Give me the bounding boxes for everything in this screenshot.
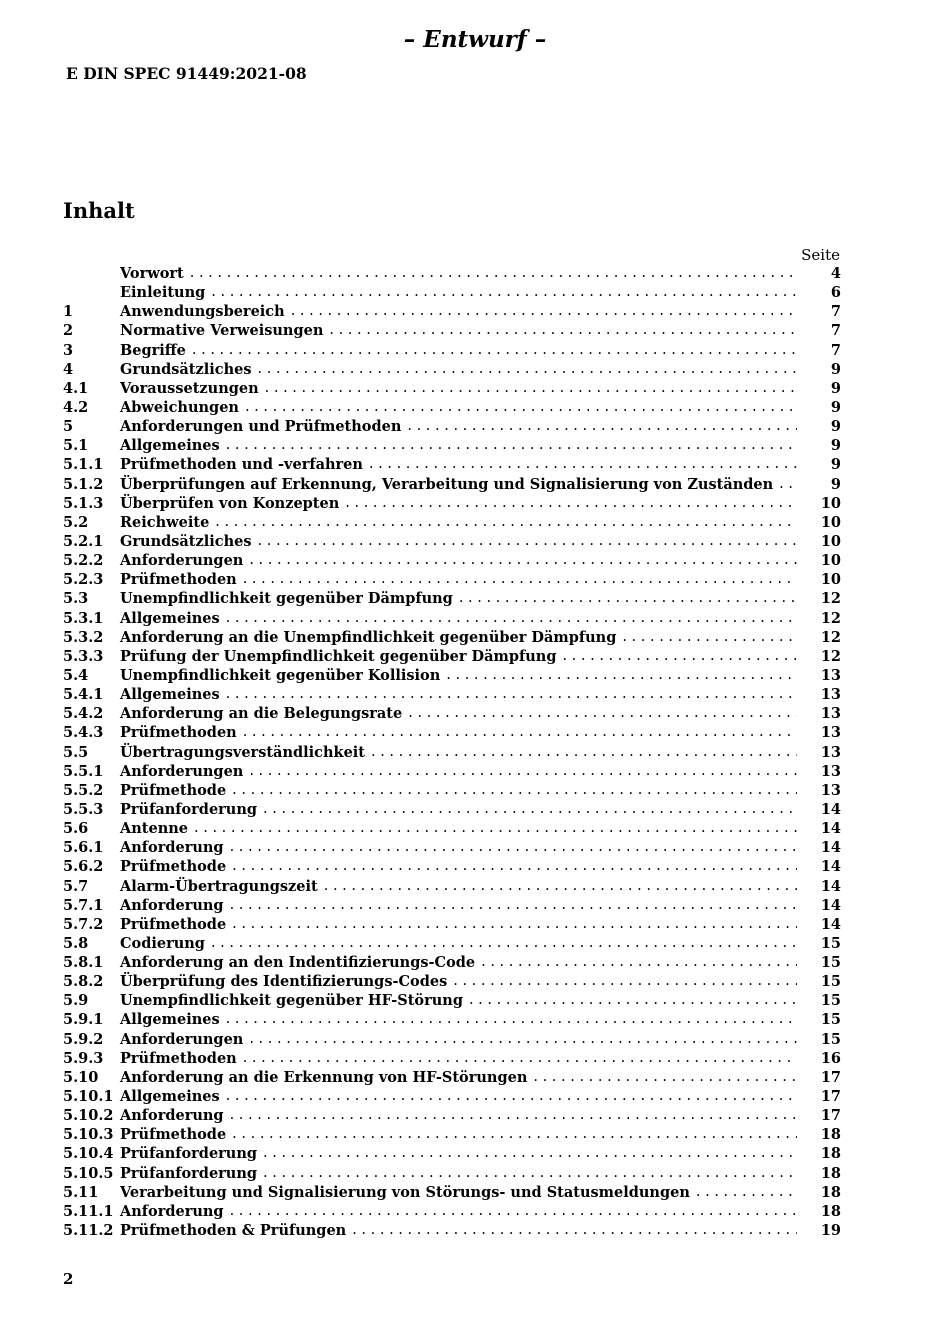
toc-entry[interactable]: [63, 1106, 841, 1125]
toc-leader-dots: [249, 1030, 797, 1049]
toc-entry[interactable]: [63, 417, 841, 436]
toc-leader-dots: [232, 781, 797, 800]
toc-leader-dots: [291, 302, 797, 321]
toc-entry-number: 5.5.3: [63, 800, 104, 818]
toc-entry-title[interactable]: Grundsätzliches: [120, 532, 252, 550]
toc-entry-number: 5.5.1: [63, 762, 104, 780]
toc-entry-title[interactable]: Anforderungen: [120, 552, 244, 570]
toc-entry-page[interactable]: 7: [830, 303, 841, 321]
toc-entry-title[interactable]: Prüfmethoden: [120, 1049, 237, 1067]
toc-entry-page[interactable]: 15: [820, 1030, 841, 1048]
toc-entry[interactable]: [63, 436, 841, 455]
toc-entry[interactable]: [63, 475, 841, 494]
toc-entry-title[interactable]: Prüfanforderung: [120, 1164, 258, 1182]
toc-entry[interactable]: [63, 1183, 841, 1202]
toc-entry-title[interactable]: Prüfmethoden und -verfahren: [120, 456, 363, 474]
toc-leader-dots: [324, 877, 797, 896]
toc-entry-page[interactable]: 18: [820, 1183, 841, 1201]
toc-entry-page[interactable]: 9: [830, 456, 841, 474]
toc-entry-number: 5.1.3: [63, 494, 104, 512]
toc-entry-number: 5.9.3: [63, 1049, 104, 1067]
toc-entry[interactable]: [63, 321, 841, 340]
toc-leader-dots: [211, 934, 797, 953]
toc-entry-title[interactable]: Überprüfung des Identifizierungs-Codes: [120, 973, 448, 991]
toc-entry-title[interactable]: Anforderung: [120, 839, 224, 857]
toc-entry-number: 5.4: [63, 666, 89, 684]
toc-entry-page[interactable]: 7: [830, 341, 841, 359]
toc-entry-number: 5.10.2: [63, 1107, 114, 1125]
toc-leader-dots: [226, 436, 797, 455]
toc-entry[interactable]: [63, 704, 841, 723]
toc-entry-page[interactable]: 17: [820, 1068, 841, 1086]
toc-entry[interactable]: [63, 953, 841, 972]
toc-leader-dots: [779, 475, 797, 494]
toc-entry-number: 4.1: [63, 379, 89, 397]
toc-entry-number: 5.5: [63, 743, 89, 761]
toc-entry-number: 5.7.2: [63, 915, 104, 933]
toc-entry-page[interactable]: 16: [820, 1049, 841, 1067]
toc-entry-number: 5.10: [63, 1068, 99, 1086]
toc-entry-page[interactable]: 17: [820, 1088, 841, 1106]
toc-entry-title[interactable]: Voraussetzungen: [120, 379, 259, 397]
toc-entry-page[interactable]: 13: [820, 705, 841, 723]
toc-heading: Inhalt: [63, 198, 135, 223]
toc-leader-dots: [446, 666, 797, 685]
toc-entry[interactable]: [63, 743, 841, 762]
toc-entry-number: 5.1.1: [63, 456, 104, 474]
toc-entry[interactable]: [63, 685, 841, 704]
toc-entry-title[interactable]: Anforderungen und Prüfmethoden: [120, 418, 402, 436]
toc-entry-title[interactable]: Prüfmethoden: [120, 724, 237, 742]
toc-entry-page[interactable]: 18: [820, 1202, 841, 1220]
toc-leader-dots: [232, 857, 797, 876]
toc-entry-number: 5.11.2: [63, 1222, 114, 1240]
toc-entry[interactable]: [63, 1144, 841, 1163]
toc-leader-dots: [230, 1202, 797, 1221]
toc-entry-title[interactable]: Überprüfungen auf Erkennung, Verarbeitung und Signalisierung von Zuständen: [120, 475, 774, 493]
toc-entry-title[interactable]: Grundsätzliches: [120, 360, 252, 378]
toc-entry[interactable]: [63, 455, 841, 474]
toc-entry-number: 5.2.2: [63, 552, 104, 570]
toc-entry-number: 5.8.2: [63, 973, 104, 991]
toc-entry-number: 5.4.1: [63, 686, 104, 704]
toc-entry[interactable]: [63, 532, 841, 551]
toc-entry-page[interactable]: 13: [820, 724, 841, 742]
toc-entry-number: 5.3.3: [63, 647, 104, 665]
toc-leader-dots: [192, 341, 797, 360]
toc-entry[interactable]: [63, 513, 841, 532]
toc-leader-dots: [249, 762, 797, 781]
toc-entry-title[interactable]: Einleitung: [120, 284, 206, 302]
toc-leader-dots: [352, 1221, 797, 1240]
toc-entry-page[interactable]: 9: [830, 379, 841, 397]
toc-leader-dots: [232, 1125, 797, 1144]
toc-entry[interactable]: [63, 1087, 841, 1106]
toc-entry-number: 5.9.1: [63, 1011, 104, 1029]
toc-leader-dots: [226, 685, 797, 704]
toc-entry[interactable]: [63, 264, 841, 283]
toc-entry-title[interactable]: Vorwort: [120, 265, 184, 282]
toc-entry-page[interactable]: 10: [820, 494, 841, 512]
toc-leader-dots: [459, 589, 797, 608]
toc-leader-dots: [263, 800, 797, 819]
toc-entry[interactable]: [63, 1221, 841, 1240]
toc-leader-dots: [345, 494, 797, 513]
toc-entry-number: 5.11.1: [63, 1202, 114, 1220]
document-id: E DIN SPEC 91449:2021-08: [66, 64, 307, 83]
toc-entry-number: 2: [63, 322, 74, 340]
toc-entry[interactable]: [63, 589, 841, 608]
toc-entry-number: 5.2: [63, 513, 89, 531]
toc-leader-dots: [258, 532, 797, 551]
toc-leader-dots: [230, 1106, 797, 1125]
toc-entry[interactable]: [63, 857, 841, 876]
toc-entry-title[interactable]: Anforderung: [120, 896, 224, 914]
toc-entry-number: 5.1: [63, 437, 89, 455]
toc-leader-dots: [230, 838, 797, 857]
toc-entry-number: 4.2: [63, 398, 89, 416]
toc-entry[interactable]: [63, 551, 841, 570]
toc-entry-title[interactable]: Prüfmethode: [120, 1126, 227, 1144]
toc-entry-title[interactable]: Unempfindlichkeit gegenüber Dämpfung: [120, 590, 453, 608]
toc-entry-number: 5.5.2: [63, 781, 104, 799]
toc-entry-page[interactable]: 15: [820, 1011, 841, 1029]
toc-entry-title[interactable]: Prüfanforderung: [120, 1145, 258, 1163]
toc-entry-title[interactable]: Alarm-Übertragungszeit: [120, 877, 318, 895]
toc-leader-dots: [407, 417, 797, 436]
toc-entry-number: 5.2.3: [63, 571, 104, 589]
toc-entry-title[interactable]: Allgemeines: [120, 686, 220, 704]
toc-entry-number: [63, 283, 120, 302]
toc-entry-title[interactable]: Prüfung der Unempfindlichkeit gegenüber Dämpfung: [120, 647, 557, 665]
toc-entry-title[interactable]: Anforderung: [120, 1202, 224, 1220]
toc-entry-number: 5.11: [63, 1183, 99, 1201]
toc-entry-title[interactable]: Verarbeitung und Signalisierung von Störungs- und Statusmeldungen: [120, 1183, 690, 1201]
toc-entry-number: 5.9.2: [63, 1030, 104, 1048]
toc-leader-dots: [263, 1144, 797, 1163]
toc-entry[interactable]: [63, 302, 841, 321]
toc-entry[interactable]: [63, 609, 841, 628]
toc-entry[interactable]: [63, 838, 841, 857]
toc-leader-dots: [453, 972, 797, 991]
toc-entry-number: 5.3: [63, 590, 89, 608]
toc-entry[interactable]: [63, 991, 841, 1010]
toc-entry-page[interactable]: 13: [820, 743, 841, 761]
toc-entry[interactable]: [63, 1125, 841, 1144]
toc-entry-number: 5.10.1: [63, 1088, 114, 1106]
toc-entry-title[interactable]: Überprüfen von Konzepten: [120, 494, 340, 512]
page-number: 2: [63, 1270, 74, 1288]
toc-leader-dots: [230, 896, 797, 915]
toc-entry-number: 5.9: [63, 992, 89, 1010]
toc-entry[interactable]: [63, 723, 841, 742]
toc-entry-title[interactable]: Prüfmethode: [120, 781, 227, 799]
toc-entry-page[interactable]: 18: [820, 1126, 841, 1144]
toc-entry[interactable]: [63, 570, 841, 589]
toc-entry-number: 5.6: [63, 820, 89, 838]
toc-entry-page[interactable]: 7: [830, 322, 841, 340]
toc-entry[interactable]: [63, 1164, 841, 1183]
toc-entry-number: 5.10.4: [63, 1145, 114, 1163]
toc-entry-title[interactable]: Prüfmethode: [120, 858, 227, 876]
toc-entry-page[interactable]: 12: [820, 609, 841, 627]
toc-entry-number: 1: [63, 303, 74, 321]
toc-leader-dots: [226, 609, 797, 628]
toc-leader-dots: [215, 513, 797, 532]
toc-entry-number: 3: [63, 341, 74, 359]
toc-entry-number: 5.3.1: [63, 609, 104, 627]
toc-leader-dots: [226, 1010, 797, 1029]
toc-entry-title[interactable]: Codierung: [120, 934, 205, 952]
toc-entry[interactable]: [63, 762, 841, 781]
toc-leader-dots: [622, 628, 797, 647]
toc-leader-dots: [533, 1068, 797, 1087]
toc-entry-page[interactable]: 14: [820, 877, 841, 895]
toc-entry-page[interactable]: 14: [820, 800, 841, 818]
toc-entry-page[interactable]: 12: [820, 590, 841, 608]
toc-entry[interactable]: [63, 800, 841, 819]
toc-entry-title[interactable]: Allgemeines: [120, 609, 220, 627]
toc-entry-number: 5.10.3: [63, 1126, 114, 1144]
toc-entry[interactable]: [63, 283, 841, 302]
toc-entry-page[interactable]: 14: [820, 896, 841, 914]
toc-entry[interactable]: [63, 819, 841, 838]
toc-entry-page[interactable]: 10: [820, 552, 841, 570]
toc-entry-number: 5.1.2: [63, 475, 104, 493]
toc-entry[interactable]: [63, 666, 841, 685]
toc-entry-page[interactable]: 10: [820, 571, 841, 589]
toc-entry-page[interactable]: 9: [830, 418, 841, 436]
toc-entry-page[interactable]: 15: [820, 973, 841, 991]
toc-entry-title[interactable]: Begriffe: [120, 341, 186, 359]
toc-entry-title[interactable]: Prüfmethode: [120, 915, 227, 933]
toc-entry[interactable]: [63, 934, 841, 953]
toc-entry-title[interactable]: Anforderung an die Erkennung von HF-Störungen: [120, 1068, 528, 1086]
toc-entry-page[interactable]: 15: [820, 954, 841, 972]
toc-leader-dots: [243, 570, 797, 589]
page-column-label: Seite: [801, 246, 840, 264]
toc-entry-number: 5.8: [63, 934, 89, 952]
toc-entry-number: 5.10.5: [63, 1164, 114, 1182]
toc-entry-number: 5.3.2: [63, 628, 104, 646]
toc-entry-number: 4: [63, 360, 74, 378]
toc-entry-page[interactable]: 4: [830, 265, 841, 282]
toc-entry[interactable]: [63, 341, 841, 360]
toc-leader-dots: [211, 283, 797, 302]
toc-entry[interactable]: [63, 896, 841, 915]
toc-entry-number: 5.7: [63, 877, 89, 895]
toc-leader-dots: [481, 953, 797, 972]
toc-entry-page[interactable]: 13: [820, 781, 841, 799]
table-of-contents: [63, 264, 841, 1240]
toc-entry-page[interactable]: 13: [820, 762, 841, 780]
toc-entry-page[interactable]: 12: [820, 628, 841, 646]
toc-entry-page[interactable]: 13: [820, 666, 841, 684]
toc-entry-page[interactable]: 10: [820, 532, 841, 550]
toc-entry-page[interactable]: 17: [820, 1107, 841, 1125]
toc-entry[interactable]: [63, 1049, 841, 1068]
toc-leader-dots: [408, 704, 797, 723]
toc-entry-title[interactable]: Antenne: [120, 820, 189, 838]
toc-entry-page[interactable]: 14: [820, 820, 841, 838]
toc-entry-title[interactable]: Allgemeines: [120, 437, 220, 455]
toc-entry-page[interactable]: 9: [830, 398, 841, 416]
toc-entry-page[interactable]: 19: [820, 1222, 841, 1240]
toc-entry[interactable]: [63, 1010, 841, 1029]
toc-entry-title[interactable]: Prüfmethoden: [120, 571, 237, 589]
toc-leader-dots: [245, 398, 797, 417]
toc-leader-dots: [696, 1183, 797, 1202]
toc-entry-page[interactable]: 9: [830, 475, 841, 493]
toc-entry[interactable]: [63, 398, 841, 417]
toc-entry-title[interactable]: Übertragungsverständlichkeit: [120, 743, 365, 761]
toc-entry-title[interactable]: Anforderung: [120, 1107, 224, 1125]
toc-entry[interactable]: [63, 1030, 841, 1049]
toc-entry-page[interactable]: 15: [820, 934, 841, 952]
toc-entry-number: 5.6.1: [63, 839, 104, 857]
toc-leader-dots: [190, 264, 797, 283]
toc-entry-number: 5.4.2: [63, 705, 104, 723]
toc-leader-dots: [243, 1049, 797, 1068]
toc-entry-page[interactable]: 18: [820, 1164, 841, 1182]
toc-entry-title[interactable]: Abweichungen: [120, 398, 239, 416]
toc-leader-dots: [469, 991, 797, 1010]
toc-entry-page[interactable]: 9: [830, 360, 841, 378]
draft-banner: – Entwurf –: [403, 26, 547, 53]
toc-entry[interactable]: [63, 1202, 841, 1221]
toc-entry[interactable]: [63, 360, 841, 379]
toc-entry[interactable]: [63, 379, 841, 398]
toc-entry[interactable]: [63, 647, 841, 666]
toc-entry-title[interactable]: Allgemeines: [120, 1011, 220, 1029]
toc-entry-title[interactable]: Unempfindlichkeit gegenüber Kollision: [120, 666, 441, 684]
toc-leader-dots: [265, 379, 797, 398]
toc-entry[interactable]: [63, 877, 841, 896]
toc-leader-dots: [232, 915, 797, 934]
toc-entry-page[interactable]: 15: [820, 992, 841, 1010]
toc-entry-title[interactable]: Unempfindlichkeit gegenüber HF-Störung: [120, 992, 463, 1010]
toc-leader-dots: [562, 647, 797, 666]
toc-leader-dots: [263, 1164, 797, 1183]
toc-entry-page[interactable]: 9: [830, 437, 841, 455]
toc-leader-dots: [243, 723, 797, 742]
toc-entry-page[interactable]: 10: [820, 513, 841, 531]
toc-entry-page[interactable]: 6: [830, 284, 841, 302]
toc-leader-dots: [371, 743, 797, 762]
toc-entry-number: 5.6.2: [63, 858, 104, 876]
toc-entry-title[interactable]: Reichweite: [120, 513, 210, 531]
toc-entry-number: 5.2.1: [63, 532, 104, 550]
toc-entry[interactable]: [63, 972, 841, 991]
toc-entry-number: [63, 264, 120, 283]
toc-entry-title[interactable]: Anforderung an den Indentifizierungs-Code: [120, 954, 476, 972]
toc-entry-title[interactable]: Anforderungen: [120, 1030, 244, 1048]
toc-entry-title[interactable]: Normative Verweisungen: [120, 322, 324, 340]
toc-entry-title[interactable]: Anforderungen: [120, 762, 244, 780]
toc-entry[interactable]: [63, 494, 841, 513]
toc-entry-page[interactable]: 14: [820, 915, 841, 933]
toc-entry-title[interactable]: Anforderung an die Belegungsrate: [120, 705, 403, 723]
toc-entry-number: 5.7.1: [63, 896, 104, 914]
toc-entry-page[interactable]: 12: [820, 647, 841, 665]
toc-entry-number: 5.8.1: [63, 954, 104, 972]
toc-entry-page[interactable]: 18: [820, 1145, 841, 1163]
toc-leader-dots: [194, 819, 797, 838]
toc-entry-number: 5.4.3: [63, 724, 104, 742]
toc-leader-dots: [249, 551, 797, 570]
toc-entry[interactable]: [63, 915, 841, 934]
toc-entry-title[interactable]: Prüfmethoden & Prüfungen: [120, 1222, 347, 1240]
toc-leader-dots: [258, 360, 797, 379]
toc-entry-title[interactable]: Allgemeines: [120, 1088, 220, 1106]
toc-entry[interactable]: [63, 628, 841, 647]
toc-entry-page[interactable]: 13: [820, 686, 841, 704]
toc-leader-dots: [226, 1087, 797, 1106]
toc-entry-title[interactable]: Anforderung an die Unempfindlichkeit gegenüber Dämpfung: [120, 628, 617, 646]
toc-leader-dots: [329, 321, 797, 340]
toc-entry-title[interactable]: Prüfanforderung: [120, 800, 258, 818]
toc-entry[interactable]: [63, 1068, 841, 1087]
toc-entry-page[interactable]: 14: [820, 839, 841, 857]
toc-entry-title[interactable]: Anwendungsbereich: [120, 303, 285, 321]
toc-entry-number: 5: [63, 418, 74, 436]
toc-leader-dots: [369, 455, 797, 474]
toc-entry-page[interactable]: 14: [820, 858, 841, 876]
toc-entry[interactable]: [63, 781, 841, 800]
